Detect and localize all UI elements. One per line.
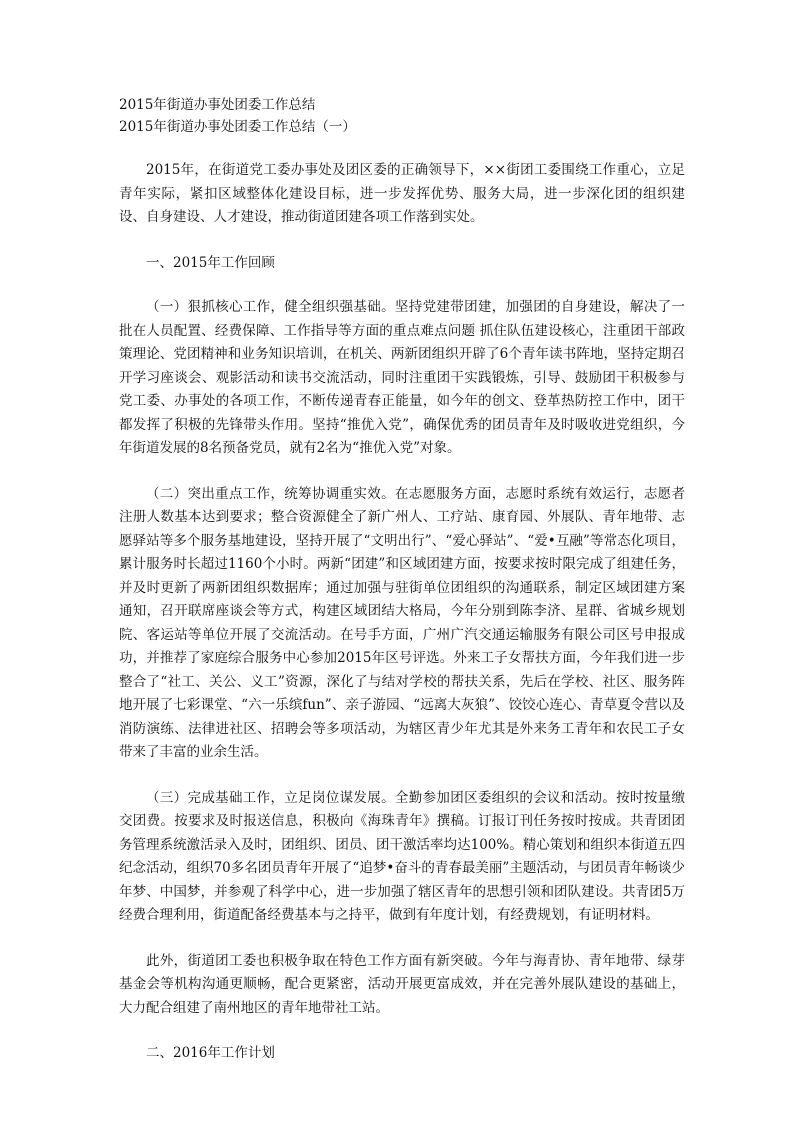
section-heading-plan: 二、2016年工作计划	[146, 1045, 275, 1061]
document-body	[119, 159, 685, 1087]
intro-paragraph: 2015年，在街道党工委办事处及团区委的正确领导下，××街团工委围绕工作重心，立足青年实际，紧扣区域整体化建设目标，进一步发挥优势、服务大局，进一步深化团的组织建设、自身建设、人才建设，推动街道团建各项工作落到实处。	[119, 162, 685, 225]
section-heading-review: 一、2015年工作回顾	[146, 254, 275, 271]
paragraph-core-work: （一）狠抓核心工作，健全组织强基础。坚持党建带团建，加强团的自身建设，解决了一批在人员配置、经费保障、工作指导等方面的重点难点问题 抓住队伍建设核心，注重团干部政策理论、党团精神和业务知识培训，在机关、两新团组织开辟了6个青年读书阵地，坚持定期召开学习座谈会、观影活动和读书交流活动，同时注重团干实践锻炼，引导、鼓励团干积极参与党工委、办事处的各项工作，不断传递青春正能量，如今年的创文、登革热防控工作中，团干都发挥了积极的先锋带头作用。坚持“推优入党”，确保优秀的团员青年及时吸收进党组织，今年街道发展的8名预备党员，就有2名为“推优入党”对象。	[119, 299, 685, 456]
document-title: 2015年街道办事处团委工作总结	[119, 97, 316, 113]
document-subtitle: 2015年街道办事处团委工作总结（一）	[119, 119, 356, 135]
paragraph-special-work: 此外，街道团工委也积极争取在特色工作方面有新突破。今年与海青协、青年地带、绿芽基金会等机构沟通更顺畅，配合更紧密，活动开展更富成效，并在完善外展队建设的基础上，大力配合组建了南州地区的青年地带社工站。	[119, 952, 685, 1016]
paragraph-basic-work: （三）完成基础工作，立足岗位谋发展。全勤参加团区委组织的会议和活动。按时按量缴交团费。按要求及时报送信息，积极向《海珠青年》撰稿。订报订刊任务按时按成。共青团团务管理系统激活录入及时，团组织、团员、团干激活率均达100%。精心策划和组织本街道五四纪念活动，组织70多名团员青年开展了“追梦•奋斗的青春最美丽”主题活动，与团员青年畅谈少年梦、中国梦，并参观了科学中心，进一步加强了辖区青年的思想引领和团队建设。共青团5万经费合理利用，街道配备经费基本与之持平，做到有年度计划，有经费规划，有证明材料。	[119, 789, 685, 923]
paragraph-key-work: （二）突出重点工作，统筹协调重实效。在志愿服务方面，志愿时系统有效运行，志愿者注册人数基本达到要求；整合资源健全了新广州人、工疗站、康育园、外展队、青年地带、志愿驿站等多个服务基地建设，坚持开展了“文明出行”、“爱心驿站”、“爱•互融”等常态化项目，累计服务时长超过1160个小时。两新“团建”和区域团建方面，按要求按时限完成了组建任务，并及时更新了两新团组织数据库；通过加强与驻街单位团组织的沟通联系，制定区域团建方案通知，召开联席座谈会等方式，构建区域团结大格局，今年分别到陈李济、星群、省城乡规划院、客运站等单位开展了交流活动。在号手方面，广州广汽交通运输服务有限公司区号申报成功，并推荐了家庭综合服务中心参加2015年区号评选。外来工子女帮扶方面，今年我们进一步整合了“社工、关公、义工”资源，深化了与结对学校的帮扶关系，先后在学校、社区、服务阵地开展了七彩课堂、“六一乐缤fun”、亲子游园、“远离大灰狼”、饺饺心连心、青草夏令营以及消防演练、法律进社区、招聘会等多项活动，为辖区青少年尤其是外来务工青年和农民工子女带来了丰富的业余生活。	[119, 485, 685, 760]
